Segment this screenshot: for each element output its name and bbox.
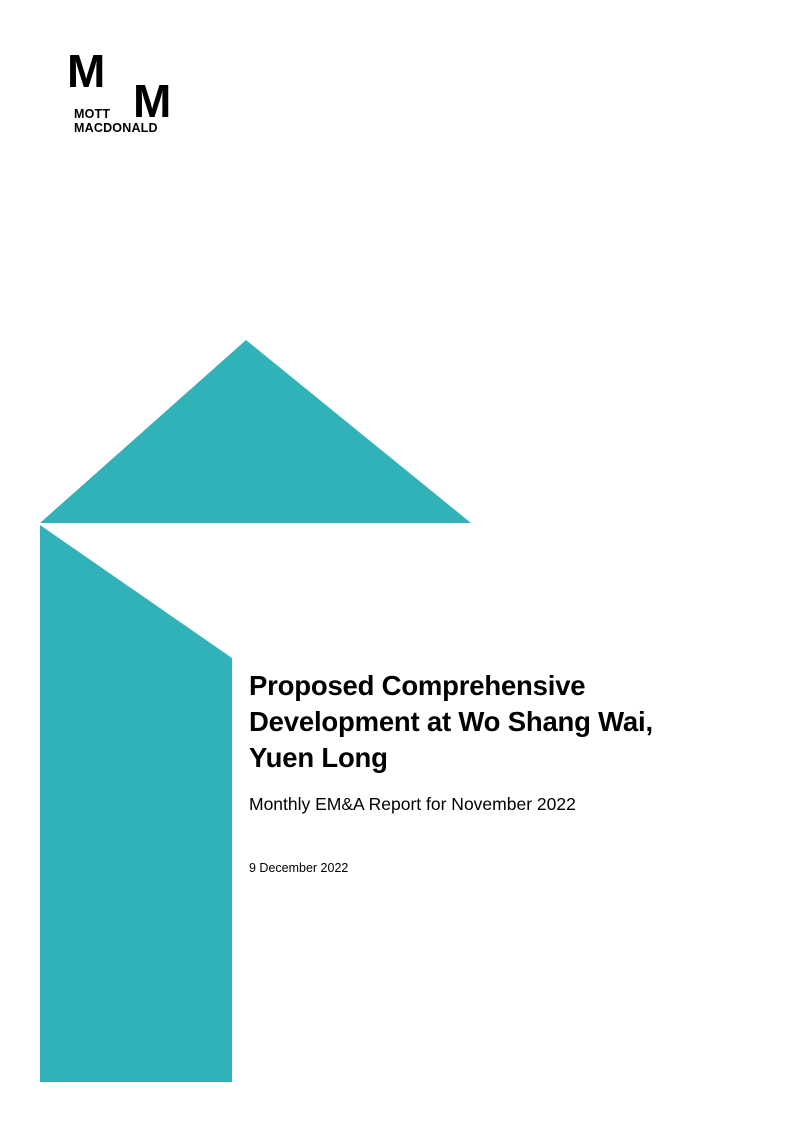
cover-title-block	[249, 668, 709, 877]
teal-body-shape	[40, 525, 232, 1082]
logo-wordmark-line-1: MOTT	[74, 107, 111, 121]
page-title: Proposed Comprehensive Development at Wo Shang Wai, Yuen Long	[249, 670, 653, 773]
teal-roof-triangle	[40, 340, 471, 523]
logo-letter-m-lower: M	[133, 75, 171, 127]
page-subtitle: Monthly EM&A Report for November 2022	[249, 794, 576, 814]
document-date: 9 December 2022	[249, 861, 349, 875]
logo-wordmark-line-2: MACDONALD	[74, 121, 158, 135]
logo-wordmark	[74, 107, 158, 135]
mott-macdonald-logo	[67, 45, 187, 138]
logo-letter-m-upper: M	[67, 45, 105, 97]
